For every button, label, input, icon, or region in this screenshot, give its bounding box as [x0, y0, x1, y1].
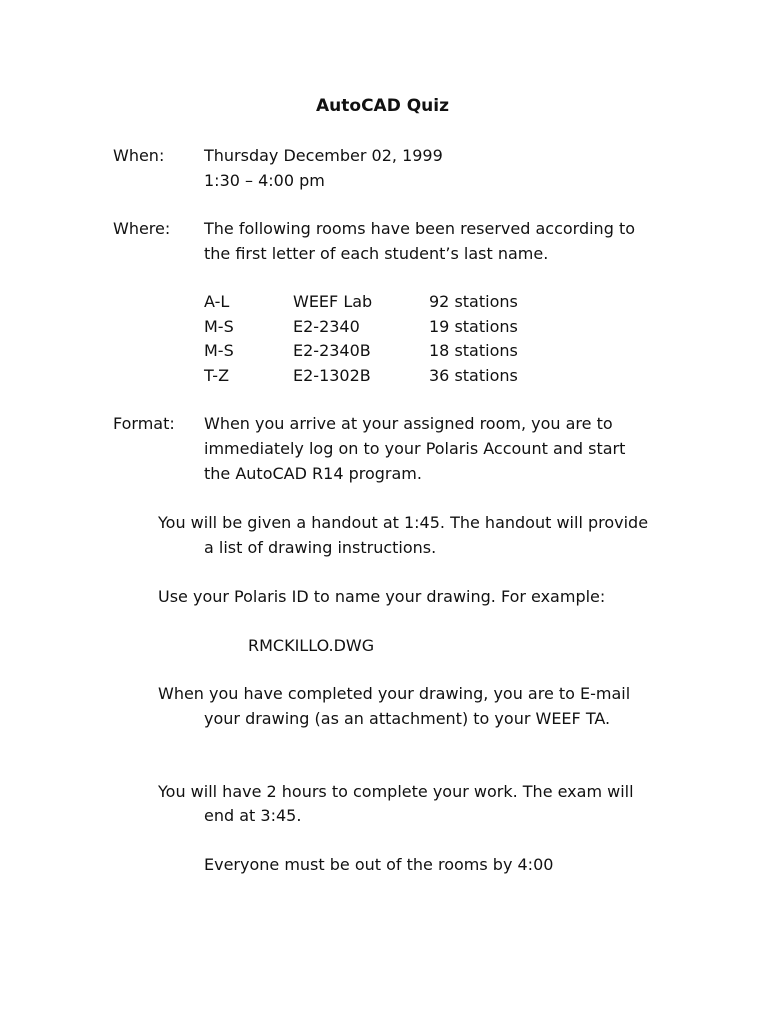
handout-line2: a list of drawing instructions.: [204, 538, 437, 557]
room-stations: 18 stations: [429, 341, 518, 360]
format-text-line2: immediately log on to your Polaris Account and start: [204, 439, 626, 458]
room-name: WEEF Lab: [293, 292, 373, 311]
room-range: M-S: [204, 341, 234, 360]
naming-instruction: Use your Polaris ID to name your drawing. For example:: [158, 587, 606, 606]
room-name: E2-2340B: [293, 341, 371, 360]
format-text-line1: When you arrive at your assigned room, you are to: [204, 414, 613, 433]
room-range: T-Z: [204, 366, 230, 385]
room-range: M-S: [204, 317, 234, 336]
when-time: 1:30 – 4:00 pm: [204, 171, 325, 190]
filename-example: RMCKILLO.DWG: [248, 636, 375, 655]
when-label: When:: [113, 146, 165, 165]
format-label: Format:: [113, 414, 175, 433]
email-line2: your drawing (as an attachment) to your WEEF TA.: [204, 709, 611, 728]
room-range: A-L: [204, 292, 230, 311]
where-text-line1: The following rooms have been reserved according to: [204, 219, 635, 238]
format-text-line3: the AutoCAD R14 program.: [204, 464, 422, 483]
time-limit-line2: end at 3:45.: [204, 806, 302, 825]
page-title: AutoCAD Quiz: [316, 96, 450, 116]
email-line1: When you have completed your drawing, you are to E-mail: [158, 684, 631, 703]
room-stations: 92 stations: [429, 292, 518, 311]
where-text-line2: the first letter of each student’s last name.: [204, 244, 549, 263]
when-date: Thursday December 02, 1999: [204, 146, 443, 165]
where-label: Where:: [113, 219, 171, 238]
room-stations: 19 stations: [429, 317, 518, 336]
room-name: E2-2340: [293, 317, 360, 336]
room-name: E2-1302B: [293, 366, 371, 385]
handout-line1: You will be given a handout at 1:45. The handout will provide: [158, 513, 649, 532]
time-limit-line1: You will have 2 hours to complete your work. The exam will: [158, 782, 634, 801]
room-stations: 36 stations: [429, 366, 518, 385]
closing-note: Everyone must be out of the rooms by 4:00: [204, 855, 554, 874]
